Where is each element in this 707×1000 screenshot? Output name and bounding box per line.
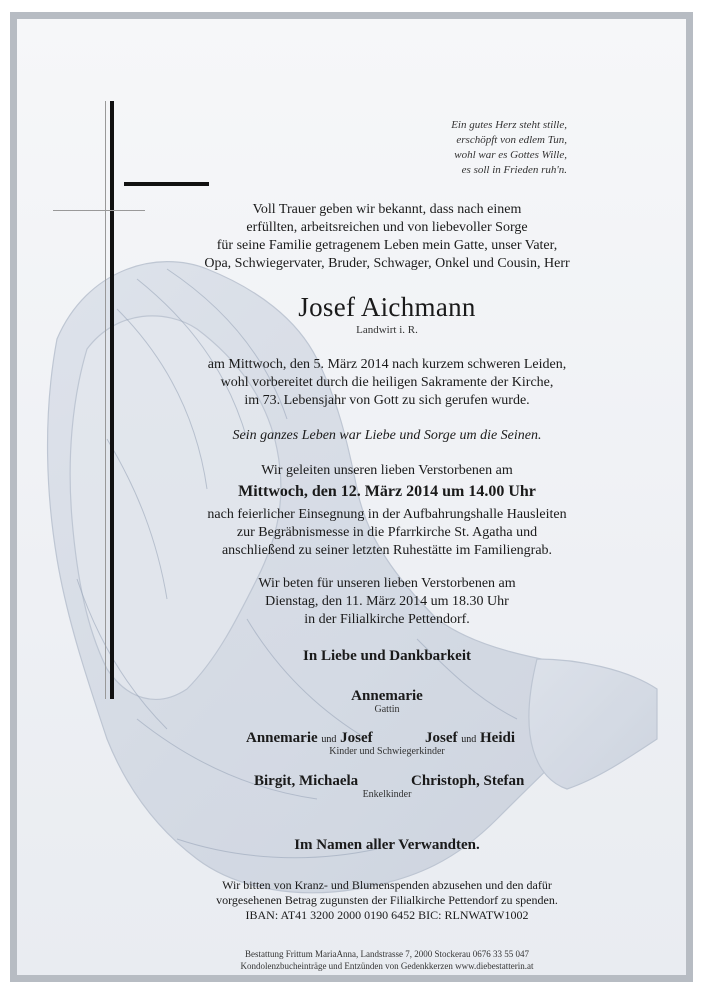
motto-line: erschöpft von edlem Tun, (456, 134, 567, 146)
child-name: Annemarie (246, 730, 318, 746)
donation-line: vorgesehenen Betrag zugunsten der Filialkirche Pettendorf zu spenden. (216, 893, 558, 907)
motto-line: Ein gutes Herz steht stille, (451, 119, 567, 131)
motto-line: wohl war es Gottes Wille, (454, 149, 567, 161)
donation-request (127, 878, 647, 923)
grandchildren-role: Enkelkinder (362, 789, 412, 800)
notice-panel (17, 19, 686, 975)
donation-line: Wir bitten von Kranz- und Blumenspenden abzusehen und den dafür (222, 878, 552, 892)
deceased-name: Josef Aichmann (298, 292, 476, 322)
prayer-line: Wir beten für unseren lieben Verstorbenen am (258, 576, 516, 591)
spouse-name: Annemarie (351, 688, 423, 704)
spouse-role: Gattin (374, 704, 400, 715)
relatives-phrase: Im Namen aller Verwandten. (294, 837, 480, 853)
funeral-line: anschließend zu seiner letzten Ruhestätte im Familiengrab. (221, 543, 553, 558)
deceased-occupation: Landwirt i. R. (356, 324, 418, 336)
prayer-line: Dienstag, den 11. März 2014 um 18.30 Uhr (265, 594, 509, 609)
iban-line: IBAN: AT41 3200 2000 0190 6452 BIC: RLNWATW1002 (245, 908, 529, 922)
funeral-line: zur Begräbnismesse in die Pfarrkirche St. Agatha und (236, 525, 538, 540)
intro-line: Opa, Schwiegervater, Bruder, Schwager, Onkel und Cousin, Herr (204, 256, 570, 271)
funeral-details (147, 506, 627, 560)
death-notice-line: am Mittwoch, den 5. März 2014 nach kurzem schweren Leiden, (207, 357, 567, 372)
child-name: Heidi (480, 730, 516, 746)
intro-line: für seine Familie getragenem Leben mein Gatte, unser Vater, (216, 238, 558, 253)
children-role: Kinder und Schwiegerkinder (329, 746, 445, 757)
motto-verse (347, 118, 567, 178)
and-connector: und (321, 734, 337, 745)
death-notice-line: wohl vorbereitet durch die heiligen Sakramente der Kirche, (220, 375, 554, 390)
funeral-intro: Wir geleiten unseren lieben Verstorbenen am (261, 463, 513, 478)
prayer-line: in der Filialkirche Pettendorf. (304, 612, 470, 627)
child-name: Josef (340, 730, 373, 746)
intro-line: erfüllten, arbeitsreichen und von liebevoller Sorge (246, 220, 528, 235)
and-connector: und (461, 734, 477, 745)
tribute-text: Sein ganzes Leben war Liebe und Sorge um die Seinen. (232, 428, 542, 443)
funeral-line: nach feierlicher Einsegnung in der Aufbahrungshalle Hausleiten (207, 507, 567, 522)
death-notice (147, 356, 627, 410)
intro-text (147, 201, 627, 273)
intro-line: Voll Trauer geben wir bekannt, dass nach einem (252, 202, 522, 217)
closing-phrase: In Liebe und Dankbarkeit (303, 648, 471, 664)
grandchildren-right: Christoph, Stefan (411, 773, 525, 789)
grandchildren-left: Birgit, Michaela (254, 773, 359, 789)
funeral-date: Mittwoch, den 12. März 2014 um 14.00 Uhr (238, 483, 536, 500)
child-name: Josef (425, 730, 458, 746)
death-notice-line: im 73. Lebensjahr von Gott zu sich gerufen wurde. (244, 393, 530, 408)
footer-line: Kondolenzbucheinträge und Entzünden von Gedenkkerzen www.diebestatterin.at (240, 961, 534, 971)
motto-line: es soll in Frieden ruh'n. (461, 164, 567, 176)
prayer-notice (167, 575, 607, 629)
undertaker-footer (127, 948, 647, 972)
footer-line: Bestattung Frittum MariaAnna, Landstrasse 7, 2000 Stockerau 0676 33 55 047 (245, 949, 529, 959)
